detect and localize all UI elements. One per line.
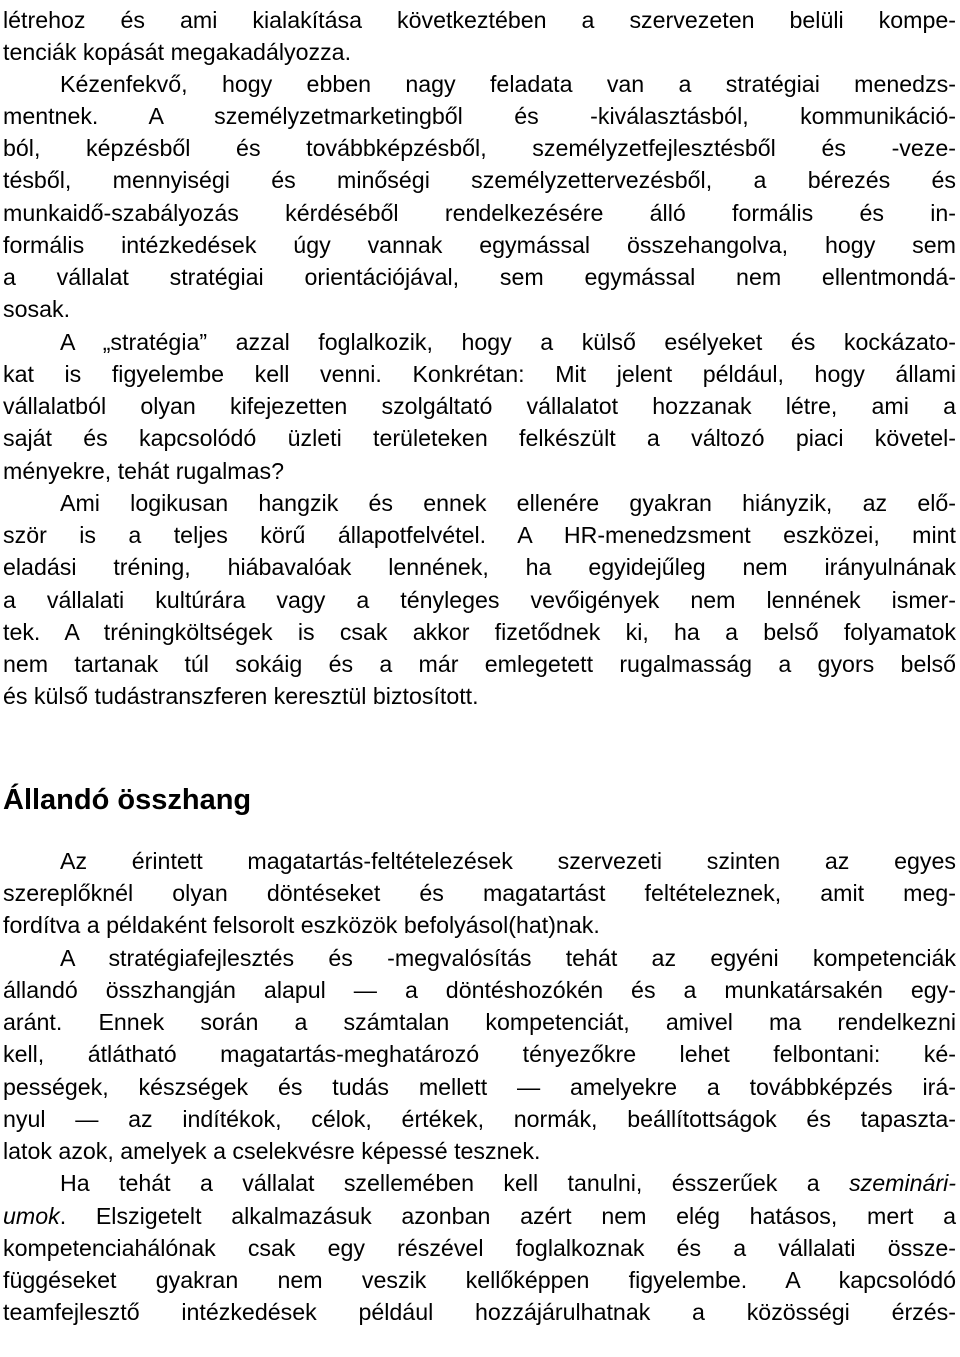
text-line: munkaidő-szabályozás kérdéséből rendelkezésére álló formális és in- [3,200,956,226]
text-line: saját és kapcsolódó üzleti területeken felkészült a változó piaci követel- [3,425,956,451]
text-line: szereplőknél olyan döntéseket és magatartást feltételeznek, amit meg- [3,880,956,906]
text-line: A „stratégia” azzal foglalkozik, hogy a külső esélyeket és kockázato- [60,329,956,355]
text-line: teamfejlesztő intézkedések például hozzájárulhatnak a közösségi érzés- [3,1299,956,1325]
section-heading: Állandó összhang [3,784,252,816]
text-line: vállalatból olyan kifejezetten szolgáltató vállalatot hozzanak létre, ami a [3,393,956,419]
text-line: fordítva a példaként felsorolt eszközök befolyásol(hat)nak. [3,912,600,938]
text-line: latok azok, amelyek a cselekvésre képessé tesznek. [3,1138,541,1164]
text-line: sosak. [3,296,71,322]
text-line [3,1200,956,1232]
text-line: kompetenciahálónak csak egy részével foglalkoznak és a vállalati össze- [3,1235,956,1261]
text-line: tenciák kopását megakadályozza. [3,39,352,65]
text-span: Ha tehát a vállalat szellemében kell tanulni, ésszerűek a [60,1170,850,1196]
text-line: a vállalati kultúrára vagy a tényleges vevőigények nem lennének ismer- [3,587,956,613]
text-line [60,1167,956,1199]
text-line: tésből, mennyiségi és minőségi személyzettervezésből, a bérezés és [3,167,956,193]
text-line: formális intézkedések úgy vannak egymással összehangolva, hogy sem [3,232,956,258]
emphasis-text: szeminári- [849,1170,956,1196]
text-line: tek. A tréningköltségek is csak akkor fizetődnek ki, ha a belső folyamatok [3,619,956,645]
text-line: ból, képzésből és továbbképzésből, személyzetfejlesztésből és -veze- [3,135,956,161]
text-line: pességek, készségek és tudás mellett — amelyekre a továbbképzés irá- [3,1074,956,1100]
text-span: . Elszigetelt alkalmazásuk azonban azért nem elég hatásos, mert a [59,1203,956,1229]
text-line: mentnek. A személyzetmarketingből és -kiválasztásból, kommunikáció- [3,103,956,129]
emphasis-text: umok [3,1203,60,1229]
text-line: a vállalat stratégiai orientációjával, sem egymással nem ellentmondá- [3,264,956,290]
text-line: ször is a teljes körű állapotfelvétel. A HR-menedzsment eszközei, mint [3,522,956,548]
text-line: ményekre, tehát rugalmas? [3,458,284,484]
text-line: kell, átlátható magatartás-meghatározó tényezőkre lehet felbontani: ké- [3,1041,956,1067]
text-line: aránt. Ennek során a számtalan kompetenciát, amivel ma rendelkezni [3,1009,956,1035]
text-line: eladási tréning, hiábavalóak lennének, ha egyidejűleg nem irányulnának [3,554,956,580]
text-line: Ami logikusan hangzik és ennek ellenére gyakran hiányzik, az elő- [60,490,956,516]
text-line: nyul — az indítékok, célok, értékek, normák, beállítottságok és tapaszta- [3,1106,956,1132]
text-line: létrehoz és ami kialakítása következtében a szervezeten belüli kompe- [3,7,956,33]
text-line: állandó összhangján alapul — a döntéshozókén és a munkatársakén egy- [3,977,956,1003]
text-line: nem tartanak túl sokáig és a már emlegetett rugalmasság a gyors belső [3,651,956,677]
text-line: és külső tudástranszferen keresztül biztosított. [3,683,479,709]
text-line: A stratégiafejlesztés és -megvalósítás tehát az egyéni kompetenciák [60,945,956,971]
text-line: Kézenfekvő, hogy ebben nagy feladata van a stratégiai menedzs- [60,71,956,97]
text-line: kat is figyelembe kell venni. Konkrétan: Mit jelent például, hogy állami [3,361,956,387]
text-line: függéseket gyakran nem veszik kellőképpen figyelembe. A kapcsolódó [3,1267,956,1293]
text-line: Az érintett magatartás-feltételezések szervezeti szinten az egyes [60,848,956,874]
